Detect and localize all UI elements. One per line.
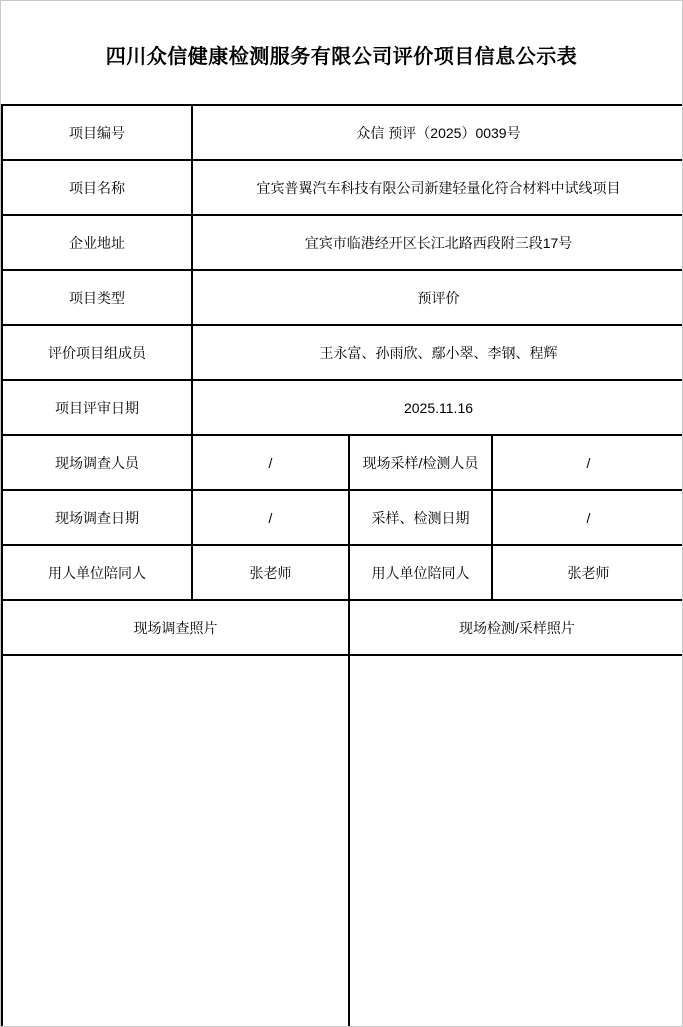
table-row-employer-escort [2,545,683,600]
sampling-photo-label: 现场检测/采样照片 [349,600,683,655]
table-row-project-type [2,270,683,325]
sampling-personnel-value: / [492,435,683,490]
project-type-label: 项目类型 [2,270,192,325]
site-survey-personnel-label: 现场调查人员 [2,435,192,490]
company-address-label: 企业地址 [2,215,192,270]
team-members-value: 王永富、孙雨欣、鄢小翠、李钢、程辉 [192,325,683,380]
table-row-project-name [2,160,683,215]
table-row-team-members [2,325,683,380]
sampling-personnel-label: 现场采样/检测人员 [349,435,492,490]
table-row-site-survey-date [2,490,683,545]
project-number-label: 项目编号 [2,105,192,160]
table-row-photo-area [2,655,683,1027]
site-survey-photo-label: 现场调查照片 [2,600,349,655]
table-row-company-address [2,215,683,270]
table-row-site-survey-personnel [2,435,683,490]
project-type-value: 预评价 [192,270,683,325]
team-members-label: 评价项目组成员 [2,325,192,380]
employer-escort-label-right: 用人单位陪同人 [349,545,492,600]
company-address-value: 宜宾市临港经开区长江北路西段附三段17号 [192,215,683,270]
site-survey-photo-area [2,655,349,1027]
sampling-date-value: / [492,490,683,545]
sampling-date-label: 采样、检测日期 [349,490,492,545]
project-name-label: 项目名称 [2,160,192,215]
table-row-project-number [2,105,683,160]
employer-escort-value-left: 张老师 [192,545,349,600]
site-survey-date-label: 现场调查日期 [2,490,192,545]
project-number-value: 众信 预评（2025）0039号 [192,105,683,160]
employer-escort-value-right: 张老师 [492,545,683,600]
site-survey-personnel-value: / [192,435,349,490]
sampling-photo-area [349,655,683,1027]
table-row-review-date [2,380,683,435]
project-info-table [1,104,683,1027]
site-survey-date-value: / [192,490,349,545]
review-date-label: 项目评审日期 [2,380,192,435]
page-title: 四川众信健康检测服务有限公司评价项目信息公示表 [105,46,578,68]
employer-escort-label-left: 用人单位陪同人 [2,545,192,600]
review-date-value: 2025.11.16 [192,380,683,435]
project-name-value: 宜宾普翼汽车科技有限公司新建轻量化符合材料中试线项目 [192,160,683,215]
table-row-photo-headers [2,600,683,655]
